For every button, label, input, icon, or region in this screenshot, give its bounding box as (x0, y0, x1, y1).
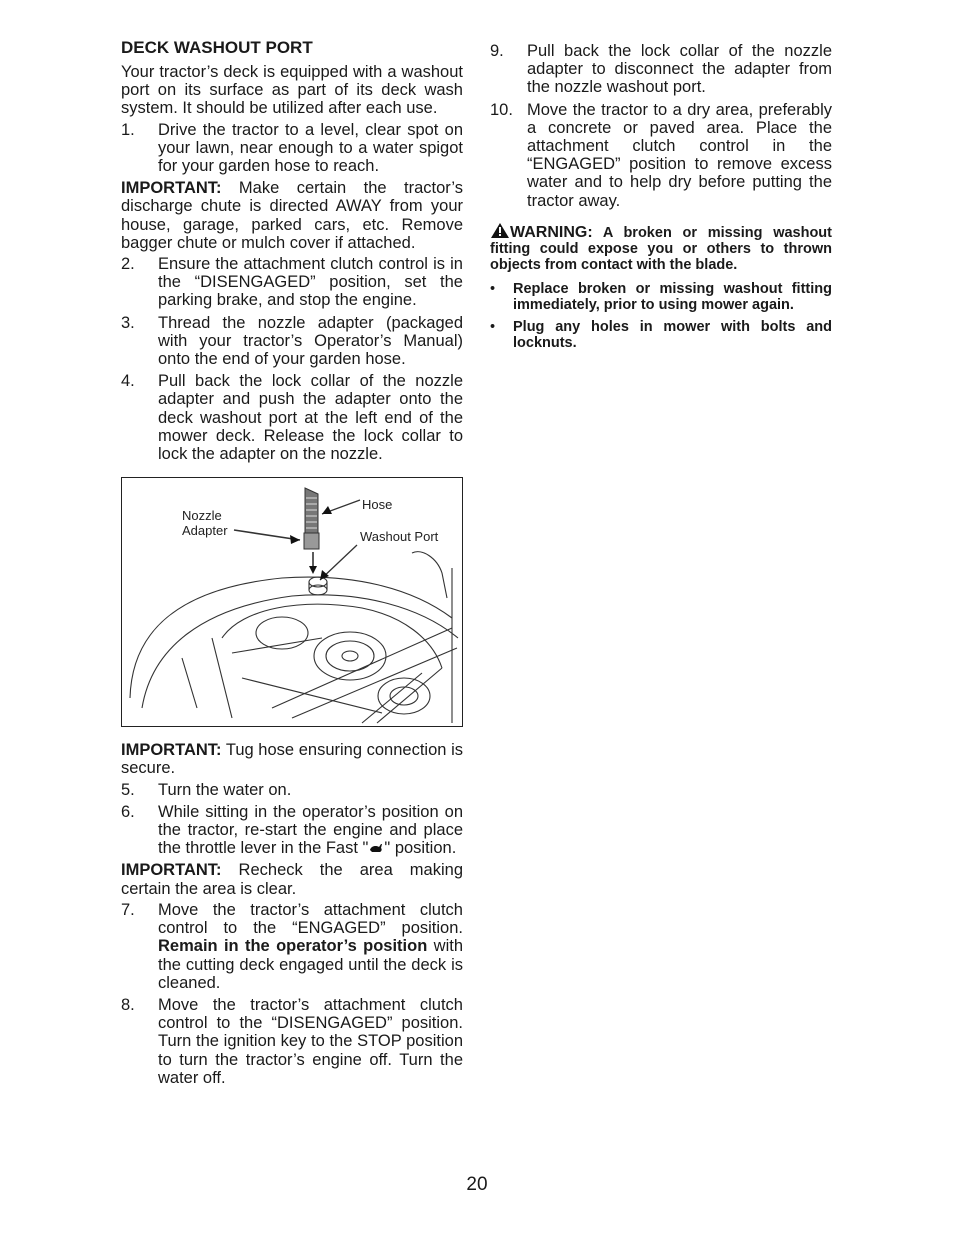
step-text: While sitting in the operator’s position on the tractor, re-start the engine and place the throttle lever in the Fast " (158, 802, 463, 858)
step-number: 10. (490, 100, 513, 119)
bullet-text: Plug any holes in mower with bolts and locknuts. (513, 318, 832, 351)
step-text-end: " position. (384, 839, 457, 858)
warning-bullet-1 (490, 281, 832, 313)
page-number: 20 (466, 1174, 488, 1195)
label-adapter: Adapter (182, 523, 228, 539)
step-number: 9. (490, 42, 504, 60)
step-5 (121, 781, 463, 799)
step-9 (490, 42, 832, 97)
step-text: Thread the nozzle adapter (packaged with your tractor’s Operator’s Manual) onto the end of your garden hose. (158, 313, 463, 369)
important-label: IMPORTANT: (121, 741, 222, 760)
bullet-dot: • (490, 318, 496, 335)
step-text: Move the tractor’s attachment clutch control to the “ENGAGED” position. (158, 900, 463, 938)
left-column (121, 38, 463, 1091)
important-text: Make certain the tractor’s discharge chute is directed AWAY from your house, garage, parked cars, etc. Remove bagger chute or mulch cover if attached. (121, 179, 463, 252)
step-text: Ensure the attachment clutch control is in the “DISENGAGED” position, set the parking brake, and stop the engine. (158, 255, 463, 310)
step-6 (121, 803, 463, 858)
warning-text: A broken or missing washout fitting could expose you or others to thrown objects from contact with the blade. (490, 224, 832, 273)
warning-bullet-2 (490, 319, 832, 351)
warning-triangle-icon (490, 222, 510, 239)
step-number: 7. (121, 900, 135, 919)
step-4 (121, 372, 463, 463)
intro-paragraph: Your tractor’s deck is equipped with a washout port on its surface as part of its deck wash system. It should be utilized after each use. (121, 63, 463, 118)
deck-washout-figure (121, 477, 463, 727)
step-2 (121, 255, 463, 310)
mower-deck-illustration (122, 478, 462, 725)
important-note-3 (121, 861, 463, 897)
label-washout-port: Washout Port (360, 529, 439, 545)
step-text: Move the tractor to a dry area, preferably a concrete or paved area. Place the attachment clutch control in the “ENGAGED” position to remove excess water and to help dry before putting the tractor away. (527, 100, 832, 210)
step-number: 8. (121, 995, 135, 1014)
important-label: IMPORTANT: (121, 179, 222, 198)
step-number: 3. (121, 313, 135, 332)
step-8 (121, 996, 463, 1087)
step-text: Pull back the lock collar of the nozzle adapter to disconnect the adapter from the nozzle washout port. (527, 42, 832, 97)
step-text: Turn the water on. (158, 780, 292, 799)
step-number: 2. (121, 255, 135, 274)
step-bold-text: Remain in the operator’s position (158, 937, 428, 956)
step-text: Move the tractor’s attachment clutch control to the “DISENGAGED” position. Turn the ignition key to the STOP position to turn the tractor’s engine off. Turn the water off. (158, 995, 463, 1087)
rabbit-icon (368, 841, 384, 854)
important-label: IMPORTANT: (121, 861, 222, 880)
warning-heading: WARNING: (510, 223, 593, 241)
important-note-1 (121, 179, 463, 252)
step-text-end: with the cutting deck engaged until the deck is cleaned. (158, 937, 463, 992)
important-text: Recheck the area making certain the area is clear. (121, 861, 463, 898)
label-nozzle: Nozzle (182, 508, 222, 524)
label-hose: Hose (362, 497, 393, 513)
step-1 (121, 121, 463, 176)
hose-graphic (304, 488, 319, 549)
step-text: Pull back the lock collar of the nozzle adapter and push the adapter onto the deck washout port at the left end of the mower deck. Release the lock collar to lock the adapter on the nozzle. (158, 372, 463, 464)
step-text: Drive the tractor to a level, clear spot on your lawn, near enough to a water spigot for your garden hose to reach. (158, 120, 463, 176)
important-note-2 (121, 741, 463, 777)
step-10 (490, 101, 832, 210)
step-7 (121, 901, 463, 992)
warning-block (490, 222, 832, 273)
section-title: DECK WASHOUT PORT (121, 38, 313, 57)
important-text: Tug hose ensuring connection is secure. (121, 741, 463, 778)
step-3 (121, 314, 463, 369)
bullet-text: Replace broken or missing washout fitting immediately, prior to using mower again. (513, 280, 832, 313)
right-column (490, 42, 832, 357)
bullet-dot: • (490, 280, 496, 297)
step-number: 5. (121, 780, 135, 799)
step-number: 6. (121, 802, 135, 821)
step-number: 1. (121, 120, 135, 139)
step-number: 4. (121, 372, 135, 391)
